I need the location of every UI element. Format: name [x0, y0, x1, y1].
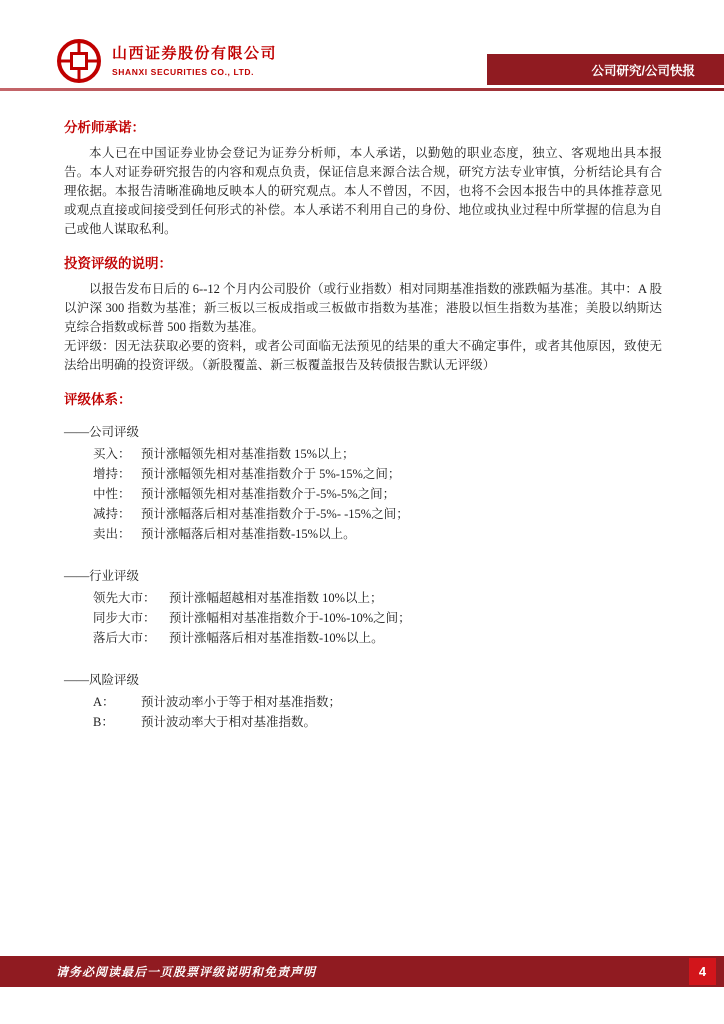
rating-group-company	[64, 422, 662, 544]
rating-desc: 预计涨幅相对基准指数介于-10%-10%之间；	[169, 611, 411, 625]
footer-disclaimer: 请务必阅读最后一页股票评级说明和免责声明	[56, 965, 317, 979]
rating-explanation-heading: 投资评级的说明：	[64, 256, 172, 271]
rating-label: 同步大市：	[93, 611, 156, 625]
rating-label: A：	[93, 695, 115, 709]
rating-item-risk-b	[64, 712, 662, 732]
rating-system-heading: 评级体系：	[64, 392, 132, 407]
rating-desc: 预计涨幅落后相对基准指数介于-5%- -15%之间；	[141, 507, 409, 521]
rating-desc: 预计涨幅落后相对基准指数-10%以上。	[169, 631, 384, 645]
rating-item-underweight	[64, 504, 662, 524]
page-footer	[0, 956, 724, 987]
report-type-banner	[487, 54, 724, 85]
shanxi-securities-logo	[56, 38, 102, 84]
rating-group-company-heading: ——公司评级	[64, 425, 140, 439]
rating-label: 卖出：	[93, 527, 131, 541]
rating-desc: 预计涨幅领先相对基准指数介于 5%-15%之间；	[141, 467, 401, 481]
rating-group-risk-heading: ——风险评级	[64, 673, 140, 687]
rating-label: 中性：	[93, 487, 131, 501]
analyst-commitment-heading: 分析师承诺：	[64, 120, 145, 135]
section-rating-explanation	[64, 254, 662, 375]
rating-label: B：	[93, 715, 114, 729]
brand-text	[112, 45, 277, 77]
analyst-commitment-text: 本人已在中国证券业协会登记为证券分析师，本人承诺，以勤勉的职业态度，独立、客观地出具本报告。本人对证券研究报告的内容和观点负责，保证信息来源合法合规，研究方法专业审慎，分析结论具有合理依据。本报告清晰准确地反映本人的研究观点。本人不曾因，不因，也将不会因本报告中的具体推荐意见或观点直接或间接受到任何形式的补偿。本人承诺不利用自己的身份、地位或执业过程中所掌握的信息为自己或他人谋取私利。	[64, 146, 662, 236]
rating-item-overweight	[64, 464, 662, 484]
rating-benchmark-text: 以报告发布日后的 6--12 个月内公司股价（或行业指数）相对同期基准指数的涨跌幅为基准。其中：A 股以沪深 300 指数为基准；新三板以三板成指或三板做市指数为基准；港股以恒生指数为基准；美股以纳斯达克综合指数或标普 500 指数为基准。	[64, 282, 662, 334]
rating-item-underperform	[64, 628, 662, 648]
rating-item-inline	[64, 608, 662, 628]
rating-desc: 预计涨幅领先相对基准指数介于-5%-5%之间；	[141, 487, 396, 501]
no-rating-text: 无评级：因无法获取必要的资料，或者公司面临无法预见的结果的重大不确定事件，或者其他原因，致使无法给出明确的投资评级。（新股覆盖、新三板覆盖报告及转债报告默认无评级）	[64, 339, 662, 372]
rating-desc: 预计涨幅超越相对基准指数 10%以上；	[169, 591, 383, 605]
rating-item-outperform	[64, 588, 662, 608]
rating-item-risk-a	[64, 692, 662, 712]
rating-label: 增持：	[93, 467, 131, 481]
rating-desc: 预计波动率大于相对基准指数。	[141, 715, 317, 729]
rating-desc: 预计波动率小于等于相对基准指数；	[141, 695, 342, 709]
header-divider	[0, 88, 724, 91]
company-name-en: SHANXI SECURITIES CO., LTD.	[112, 67, 255, 77]
content	[64, 118, 662, 747]
rating-group-industry	[64, 566, 662, 648]
rating-item-buy	[64, 444, 662, 464]
rating-label: 落后大市：	[93, 631, 156, 645]
rating-item-sell	[64, 524, 662, 544]
rating-desc: 预计涨幅领先相对基准指数 15%以上；	[141, 447, 355, 461]
report-type-label: 公司研究/公司快报	[591, 63, 695, 78]
rating-group-risk	[64, 670, 662, 732]
rating-label: 减持：	[93, 507, 131, 521]
brand	[56, 38, 277, 84]
company-name-cn: 山西证券股份有限公司	[112, 45, 278, 62]
rating-group-industry-heading: ——行业评级	[64, 569, 140, 583]
rating-label: 买入：	[93, 447, 131, 461]
page-number: 4	[689, 958, 716, 985]
section-rating-system	[64, 390, 662, 732]
section-analyst-commitment	[64, 118, 662, 239]
rating-item-neutral	[64, 484, 662, 504]
rating-label: 领先大市：	[93, 591, 156, 605]
rating-desc: 预计涨幅落后相对基准指数-15%以上。	[141, 527, 356, 541]
